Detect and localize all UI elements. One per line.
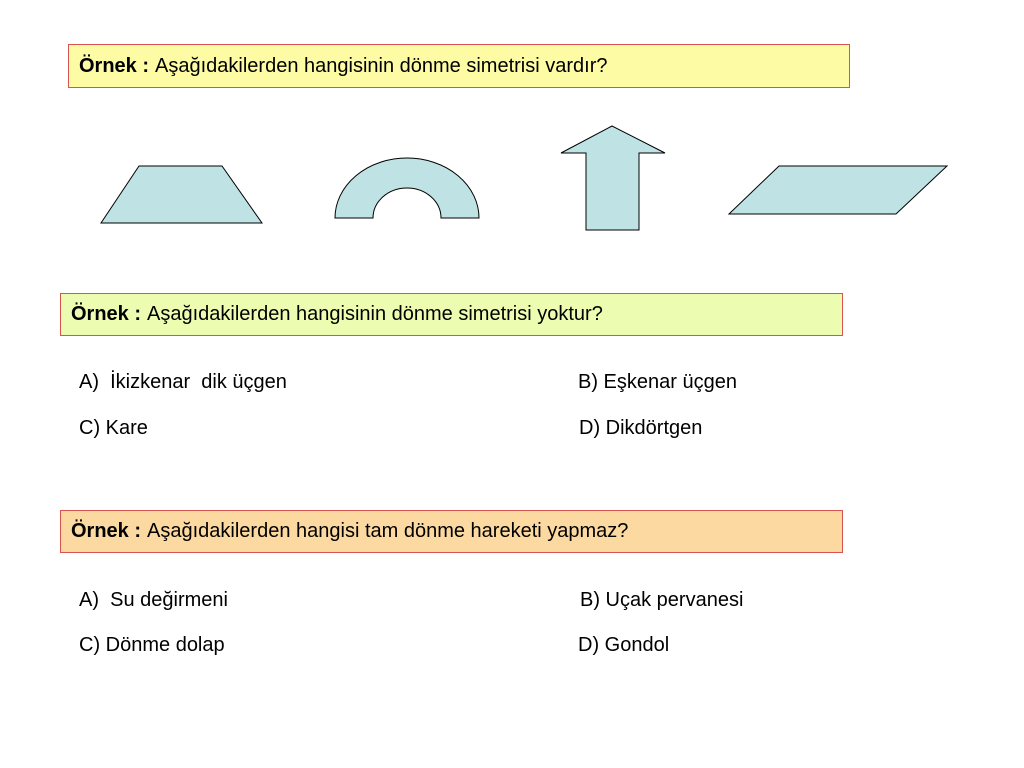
question-1-label: Örnek : bbox=[79, 54, 150, 77]
question-1-shapes bbox=[0, 0, 1024, 260]
question-2-option-b: B) Eşkenar üçgen bbox=[578, 371, 737, 393]
question-3-label: Örnek : bbox=[71, 520, 142, 542]
question-3-option-d: D) Gondol bbox=[578, 634, 670, 656]
question-3-text: Aşağıdakilerden hangisi tam dönme hareketi yapmaz? bbox=[147, 520, 629, 542]
half-ring-arch-shape bbox=[335, 158, 479, 218]
question-3-option-a: A) Su değirmeni bbox=[79, 589, 228, 611]
up-arrow-shape bbox=[561, 126, 665, 230]
question-2-box bbox=[60, 293, 843, 336]
question-1-text: Aşağıdakilerden hangisinin dönme simetrisi vardır? bbox=[155, 54, 608, 77]
trapezoid-shape bbox=[101, 166, 262, 223]
question-2-option-c: C) Kare bbox=[79, 417, 148, 439]
parallelogram-shape bbox=[729, 166, 947, 214]
question-2-option-d: D) Dikdörtgen bbox=[579, 417, 703, 439]
question-2-text: Aşağıdakilerden hangisinin dönme simetrisi yoktur? bbox=[147, 303, 603, 325]
question-3-box bbox=[60, 510, 843, 553]
question-3-option-b: B) Uçak pervanesi bbox=[580, 589, 744, 611]
question-2-label: Örnek : bbox=[71, 303, 142, 325]
question-3-option-c: C) Dönme dolap bbox=[79, 634, 225, 656]
question-2-option-a: A) İkizkenar dik üçgen bbox=[79, 371, 287, 393]
